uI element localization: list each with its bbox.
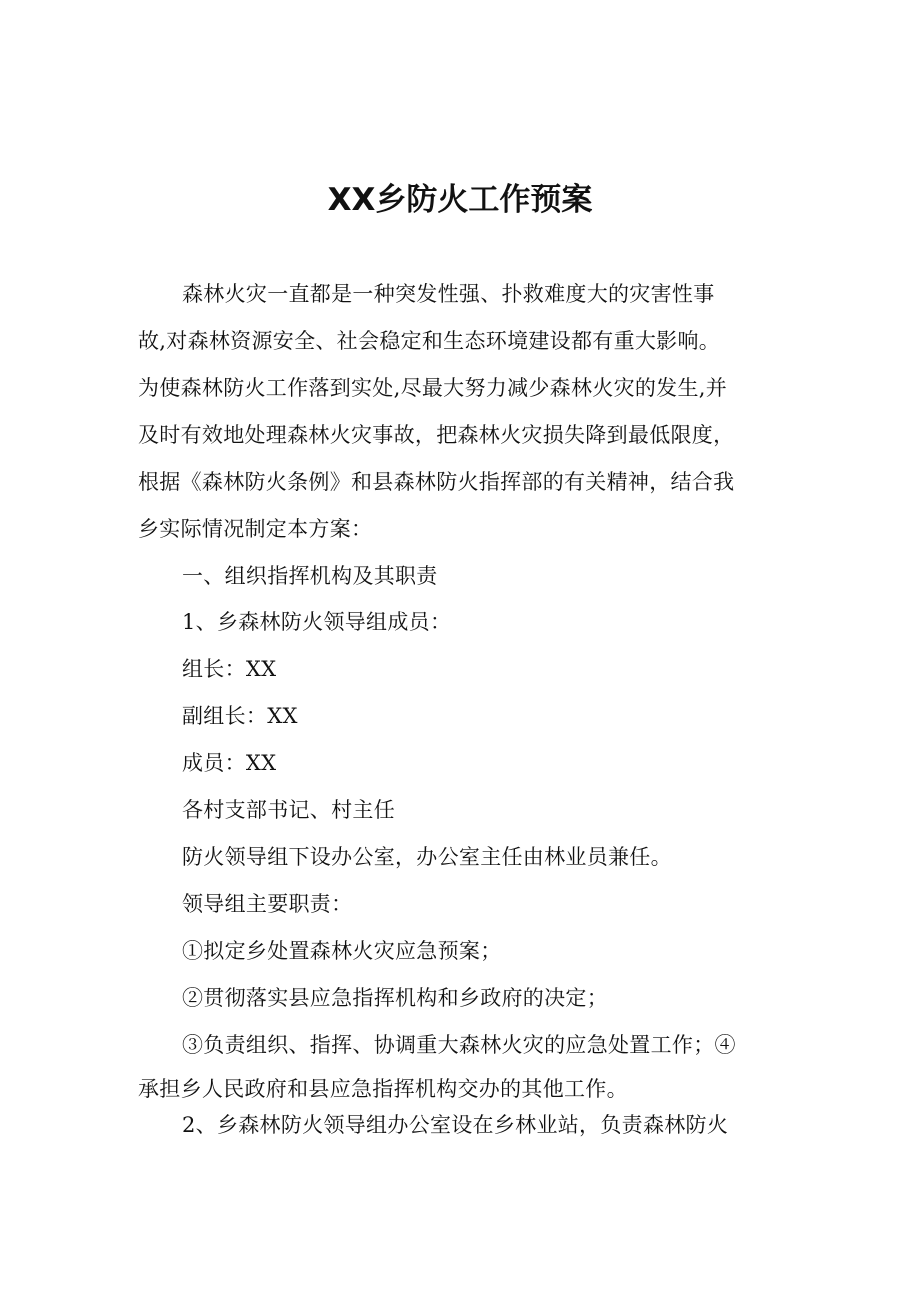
body-line: 成员：XX	[182, 751, 277, 775]
body-line: 森林火灾一直都是一种突发性强、扑救难度大的灾害性事	[182, 282, 715, 306]
body-line: 各村支部书记、村主任	[182, 798, 395, 822]
body-line: 副组长：XX	[182, 704, 298, 728]
body-line: 根据《森林防火条例》和县森林防火指挥部的有关精神，结合我	[138, 470, 735, 494]
body-line: ②贯彻落实县应急指挥机构和乡政府的决定；	[182, 986, 608, 1010]
body-line: 领导组主要职责：	[182, 892, 353, 916]
body-line: 防火领导组下设办公室，办公室主任由林业员兼任。	[182, 845, 672, 869]
body-line: 承担乡人民政府和县应急指挥机构交办的其他工作。	[138, 1077, 628, 1101]
body-line: 为使森林防火工作落到实处,尽最大努力减少森林火灾的发生,并	[138, 376, 728, 400]
body-line: 组长：XX	[182, 657, 277, 681]
body-line: ③负责组织、指挥、协调重大森林火灾的应急处置工作；④	[182, 1033, 736, 1057]
body-line: 2、乡森林防火领导组办公室设在乡林业站，负责森林防火	[182, 1113, 729, 1137]
document-title: XX乡防火工作预案	[327, 182, 593, 218]
body-line: 故,对森林资源安全、社会稳定和生态环境建设都有重大影响。	[138, 329, 721, 353]
body-line: 及时有效地处理森林火灾事故，把森林火灾损失降到最低限度，	[138, 423, 735, 447]
body-line: 1、乡森林防火领导组成员：	[182, 610, 452, 634]
body-line: ①拟定乡处置森林火灾应急预案；	[182, 939, 502, 963]
section-heading: 一、组织指挥机构及其职责	[182, 564, 438, 588]
body-line: 乡实际情况制定本方案：	[138, 517, 373, 541]
